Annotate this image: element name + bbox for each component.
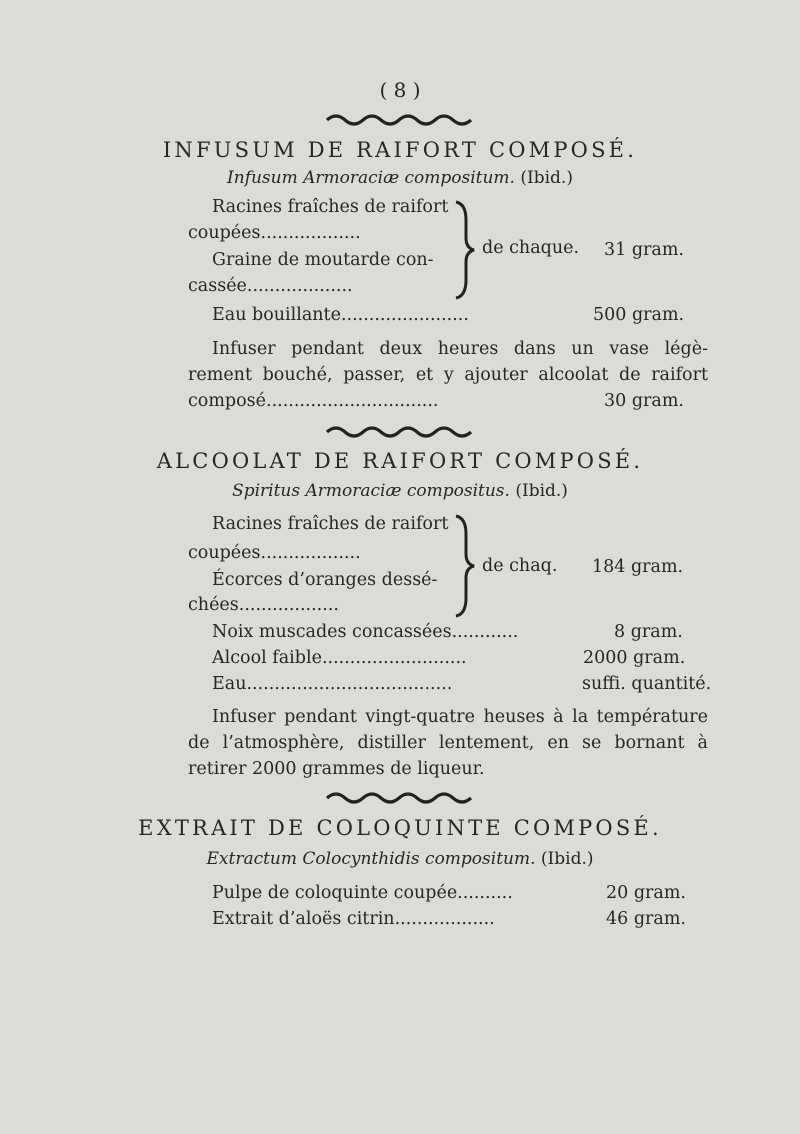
ingredient-line: Pulpe de coloquinte coupée.......... bbox=[212, 883, 513, 903]
reference: (Ibid.) bbox=[520, 168, 573, 188]
page-number: ( 8 ) bbox=[379, 78, 421, 102]
ingredient-line: Eau bouillante....................... bbox=[212, 305, 469, 325]
section-subtitle-infusum bbox=[0, 168, 800, 188]
ingredient-line: Graine de moutarde con- bbox=[212, 250, 434, 270]
ornament-divider bbox=[0, 113, 800, 127]
group-amount: 31 gram. bbox=[604, 240, 684, 260]
ingredient-amount: 8 gram. bbox=[614, 622, 683, 642]
reference: (Ibid.) bbox=[540, 849, 594, 869]
instruction-paragraph: Infuser pendant vingt-quatre heuses à la température de l’atmosphère, distiller lentement, en se bornant à retirer 2000 grammes de liqueur. bbox=[188, 707, 708, 779]
ingredient-line: cassée................... bbox=[188, 276, 353, 296]
ingredient-line: Alcool faible.......................... bbox=[212, 648, 467, 668]
ingredient-line: coupées.................. bbox=[188, 543, 361, 563]
ingredient-amount: 2000 gram. bbox=[583, 648, 686, 668]
ingredient-line: Écorces d’oranges dessé- bbox=[212, 570, 438, 590]
section-title-alcoolat: ALCOOLAT DE RAIFORT COMPOSÉ. bbox=[156, 449, 644, 473]
right-brace-icon bbox=[450, 514, 478, 618]
ingredient-amount: suffi. quantité. bbox=[582, 674, 712, 694]
group-amount: 184 gram. bbox=[592, 557, 684, 577]
section-title-infusum: INFUSUM DE RAIFORT COMPOSÉ. bbox=[162, 138, 638, 162]
latin-name: Infusum Armoraciæ compositum. bbox=[227, 168, 515, 188]
ingredient-amount: 500 gram. bbox=[593, 305, 685, 325]
instruction-line: composé............................... bbox=[188, 391, 439, 411]
group-label: de chaq. bbox=[482, 556, 558, 576]
ingredient-line: chées.................. bbox=[188, 595, 339, 615]
ingredient-line: coupées.................. bbox=[188, 223, 361, 243]
reference: (Ibid.) bbox=[515, 481, 568, 501]
ingredient-line: Racines fraîches de raifort bbox=[212, 197, 449, 217]
ingredient-line: Eau..................................... bbox=[212, 674, 453, 694]
ornament-divider bbox=[0, 425, 800, 439]
latin-name: Spiritus Armoraciæ compositus. bbox=[232, 481, 510, 501]
right-brace-icon bbox=[450, 200, 478, 300]
ingredient-line: Racines fraîches de raifort bbox=[212, 514, 449, 534]
group-label: de chaque. bbox=[482, 238, 580, 258]
section-subtitle-extrait bbox=[0, 849, 800, 869]
section-title-extrait: EXTRAIT DE COLOQUINTE COMPOSÉ. bbox=[138, 816, 662, 840]
instruction-paragraph: Infuser pendant deux heures dans un vase légè- rement bouché, passer, et y ajouter alcoolat de raifort bbox=[188, 339, 708, 385]
section-subtitle-alcoolat bbox=[0, 481, 800, 501]
latin-name: Extractum Colocynthidis compositum. bbox=[206, 849, 536, 869]
instruction-amount: 30 gram. bbox=[604, 391, 684, 411]
ingredient-amount: 20 gram. bbox=[606, 883, 686, 903]
ingredient-line: Noix muscades concassées............ bbox=[212, 622, 519, 642]
ingredient-line: Extrait d’aloës citrin.................. bbox=[212, 909, 495, 929]
ingredient-amount: 46 gram. bbox=[606, 909, 686, 929]
ornament-divider bbox=[0, 791, 800, 805]
